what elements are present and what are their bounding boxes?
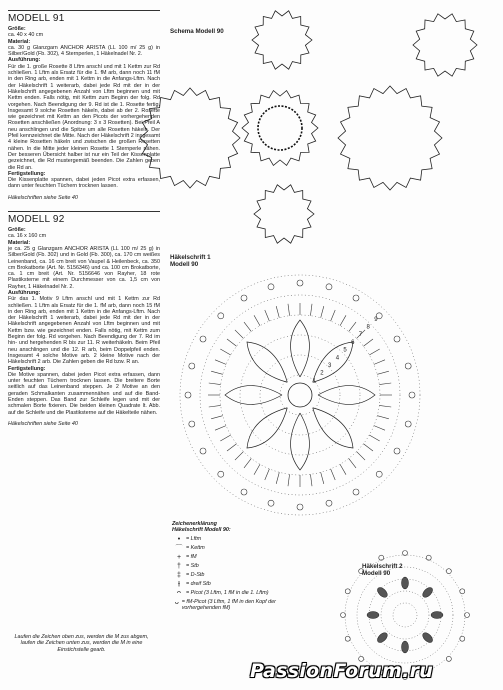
chart-1-picot <box>376 471 382 477</box>
watermark-logo: PassionForum.ru <box>250 660 434 682</box>
chart-2-cluster <box>376 586 389 599</box>
chart-1-stitch <box>235 330 243 338</box>
legend-symbol-icon: ᴗ <box>174 598 179 606</box>
legend-meaning: = Kettm <box>186 544 205 551</box>
legend-meaning: = Lftm <box>186 535 202 542</box>
chart-1-picot <box>189 421 195 427</box>
work-label: Ausführung: <box>8 57 41 64</box>
chart-1-picot <box>218 471 224 477</box>
chart-2-round <box>381 591 429 639</box>
chart-1-stitch <box>288 474 290 486</box>
chart-1-stitch <box>209 405 221 407</box>
chart-1-petal <box>247 342 287 382</box>
chart-1-picot <box>218 313 224 319</box>
chart-1-picot <box>394 448 400 454</box>
chart-2-cluster <box>421 631 434 644</box>
chart-1-petal <box>291 320 310 377</box>
schema-bottom-rosette <box>254 185 314 243</box>
size-text: ca. 16 x 160 cm <box>8 233 47 240</box>
chart-1-stitch <box>340 315 346 325</box>
chart-1-stitch <box>321 472 324 484</box>
chart-reference: Häkelschriften siehe Seite 40 <box>8 194 78 201</box>
chart-1-stitch <box>254 464 260 474</box>
round-number: 1 <box>312 378 316 385</box>
schema-corner-rosette <box>413 14 477 76</box>
chart-1-picot <box>268 500 274 506</box>
chart-1-picot <box>409 392 415 398</box>
legend-meaning: = D-Stb <box>186 571 205 578</box>
chart-1-stitch <box>357 452 365 460</box>
chart-1-picot <box>297 280 303 286</box>
legend-meaning: = fM-Picot (3 Lftm, 1 fM in den Kopf der vorhergehenden fM) <box>181 598 276 611</box>
round-number: 3 <box>328 363 332 369</box>
legend-symbol-icon: ‡ <box>177 571 181 579</box>
chart-1-picot <box>200 448 206 454</box>
chart-1-round <box>240 335 360 455</box>
schema-right-rosette <box>338 86 442 190</box>
chart-1-stitch <box>377 371 389 374</box>
chart-2-cluster <box>402 577 409 589</box>
legend-meaning: = Picot (3 Lftm, 1 fM in die 1. Lftm) <box>186 589 269 596</box>
chart-1-picot <box>185 392 191 398</box>
chart-1-stitch <box>265 310 270 321</box>
chart-1-petal <box>291 413 310 470</box>
chart-1-stitch <box>265 469 270 480</box>
chart-2-picot <box>460 589 465 594</box>
chart-1-label: Häkelschrift 1 Modell 90 <box>170 254 211 268</box>
finish-text: Die Motive spannen, dabei jeden Picot extra erfassen, dann unter feuchten Tüchern trocknen lassen. Die breitere Borte seitlich auf das Leinenband steppen. Je 2 Motive an den geraden Schmalkanten zusammennähen und auf die Band-Enden steppen. Das Band zur Schleife legen und mit der schmalen Borte fixieren. Die beiden kleinen Quadrate lt. Abb. auf die Schleife und die Plastiksterne auf die Häkelteile nähen. <box>8 371 160 416</box>
schema-inner-ring <box>258 106 302 150</box>
chart-2-picot <box>446 656 451 661</box>
chart-1-picot <box>297 504 303 510</box>
round-number: 4 <box>335 355 340 362</box>
chart-1-round <box>220 315 380 475</box>
work-text: Für das 1. Motiv 9 Lftm anschl und mit 1 Kettm zur Rd schließen. 1 Lftm als Ersatz für die 1. fM arb, dann noch 15 fM in den Ring arb, enden mit 1 Kettm in die Anfangs-Lftm. Nach der Häkelschrift 1 weiterarb, dabei jede Rd mit der in der Häkelschrift angegebenen Anzahl von Lftm beginnen und mit Kettm bzw. wie gezeichnet enden. Falls nötig, mit Kettm zum Beginn der folg. Rd vorgehen. Nach Beendigung der 7. Rd im hin- und hergehenden R bis zur 11. R weiterhäkeln. Beim Pfeil neu anschlingen und die 12. R arb, beim Doppelpfeil enden. Insgesamt 4 solche Motive arb. 2 kleine Motive nach der Häkelschrift 2 arb. Die Zahlen geben die Rd bzw. R an. <box>8 296 160 366</box>
chart-1-petal <box>313 408 353 448</box>
schema-center-rosette <box>242 91 318 166</box>
round-number: 8 <box>366 324 370 331</box>
finish-label: Fertigstellung: <box>8 170 46 177</box>
chart-1-center-ring <box>288 383 312 407</box>
chart-1-stitch <box>379 405 391 407</box>
chart-1-stitch <box>310 474 312 486</box>
chart-1-stitch <box>209 383 221 385</box>
chart-1-petal <box>312 339 355 385</box>
chart-1-picot <box>241 489 247 495</box>
chart-2-picot <box>341 613 346 618</box>
chart-2-picot <box>379 555 384 560</box>
chart-2-cluster <box>367 612 379 619</box>
chart-2-cluster <box>376 631 389 644</box>
chart-1-stitch <box>377 416 389 419</box>
chart-1-stitch <box>276 472 279 484</box>
chart-1-picot <box>189 363 195 369</box>
chart-1-stitch <box>374 360 385 365</box>
chart-1-stitch <box>363 444 373 451</box>
chart-1-stitch <box>321 306 324 318</box>
round-number: 9 <box>374 316 378 323</box>
chart-reference: Häkelschriften siehe Seite 40 <box>8 420 78 427</box>
chart-2-label: Häkelschrift 2 Modell 90 <box>362 563 403 577</box>
material-label: Material: <box>8 239 31 246</box>
chart-2-picot <box>345 589 350 594</box>
chart-1-stitch <box>349 458 356 468</box>
legend-symbol-icon: • <box>177 535 181 543</box>
chart-2-picot <box>446 569 451 574</box>
round-number: 6 <box>351 339 355 346</box>
chart-2-picot <box>426 555 431 560</box>
schema-left-rosette <box>140 88 240 188</box>
size-label: Größe: <box>8 227 26 234</box>
chart-1-picot <box>241 295 247 301</box>
material-text: je ca. 25 g Glanzgarn ANCHOR ARISTA (LL 100 m/ 25 g) in Silber/Gold (Fb. 302) und in Gold (Fb. 300), ca. 170 cm weißes Leinenband, ca. 16 cm breit von Vaupel & Heilenbeck, ca. 350 cm Brokatborte (Art. Nr. 5156346) und ca. 100 cm Brokatborte, ca. 1 cm breit (Art. Nr. 5156646 von Rayher, 18 rote Plastiksterne mit einem Durchmesser von ca. 1,5 cm von Rayher, 1 Häkelnadel Nr. 2. <box>8 245 160 290</box>
chart-1-stitch <box>244 458 251 468</box>
chart-1-stitch <box>310 304 312 316</box>
chart-1-picot <box>405 363 411 369</box>
schema-top-rosette <box>252 11 312 69</box>
chart-1-picot <box>200 336 206 342</box>
chart-1-picot <box>268 284 274 290</box>
legend-symbol-icon: ⫲ <box>177 580 181 588</box>
chart-1-picot <box>353 295 359 301</box>
chart-1-stitch <box>288 304 290 316</box>
chart-1-picot <box>326 284 332 290</box>
legend-title: Zeichenerklärung Häkelschrift Modell 90: <box>172 521 231 534</box>
chart-1-stitch <box>211 416 223 419</box>
chart-1-stitch <box>379 383 391 385</box>
material-text: ca. 30 g Glanzgarn ANCHOR ARISTA (LL 100 m/ 25 g) in Silber/Gold (Fb. 302), 4 Sternperlen, 1 Häkelnadel Nr. 2. <box>8 44 160 58</box>
model-92-title: MODELL 92 <box>8 214 65 226</box>
chart-1-stitch <box>211 371 223 374</box>
chart-1-stitch <box>215 360 226 365</box>
chart-1-picot <box>326 500 332 506</box>
chart-1-stitch <box>331 310 336 321</box>
chart-1-stitch <box>369 349 379 355</box>
chart-2-round <box>393 603 417 627</box>
round-number: 2 <box>320 370 324 377</box>
legend-meaning: = Stb <box>186 562 199 569</box>
legend-symbol-icon: ᴖ <box>177 589 181 597</box>
finish-text: Die Kissenplatte spannen, dabei jeden Picot extra erfassen, dann unter feuchten Tüchern trocknen lassen. <box>8 177 160 190</box>
chart-1-stitch <box>374 426 385 431</box>
chart-1-stitch <box>227 339 237 346</box>
chart-2-cluster <box>402 641 409 653</box>
chart-1-stitch <box>227 444 237 451</box>
work-text: Für die 1. große Rosette 8 Lftm anschl und mit 1 Kettm zur Rd schließen. 1 Lftm als Ersatz für die 1. fM arb, dann noch 11 fM in den Ring arb, enden mit 1 Kettm in die Anfangs-Lftm. Nach der Häkelschrift 1 weiterarb, dabei jede Rd mit der in der Häkelschrift angegebenen Anzahl von Lftm beginnen und mit Kettm enden. Falls nötig, mit Kettm zum Beginn der folg. Rd vorgehen. Nach Beendigung der 9. Rd ist die 1. Rosette fertig. Insgesamt 9 solche Rosetten häkeln, dabei ab der 2. Rosette wie gezeichnet mit Kettm an den Picots der vorhergehenden Rosetten anschließen (Anordnung: 3 x 3 Rosetten). Bei Pfeil A neu anschlingen und die Spitze um alle Rosetten häkeln. Der Pfeil kennzeichnet die Mitte. Nach der Häkelschrift 2 insgesamt 4 kleine Rosetten häkeln und zwischen die großen Rosetten nähen. In die Mitte jeder kleinen Rosette 1 Sternperle nähen. Der besseren Übersicht halber ist nur ein Teil der Kissenplatte gezeichnet, die Rd mustergemäß beenden. Die Zahlen geben die Rd an. <box>8 63 160 171</box>
chart-1-petal <box>318 386 375 405</box>
chart-1-stitch <box>363 339 373 346</box>
size-label: Größe: <box>8 26 26 32</box>
chart-2-picot <box>345 636 350 641</box>
symbol-footnote: Laufen die Zeichen oben zus, werden die M zus abgem, laufen die Zeichen unten zus, werden die M in eine Einstichstelle gearb. <box>14 634 149 653</box>
material-label: Material: <box>8 38 31 45</box>
chart-1-round <box>200 295 400 495</box>
chart-1-stitch <box>235 452 243 460</box>
legend-meaning: = dreif Stb <box>186 580 211 587</box>
chart-1-stitch <box>254 315 260 325</box>
chart-1-stitch <box>349 322 356 332</box>
chart-2-picot <box>359 569 364 574</box>
legend-symbol-icon: ⌒ <box>175 544 183 552</box>
legend-symbol-icon: † <box>177 562 181 570</box>
legend-symbol-icon: + <box>176 553 182 561</box>
chart-1-picot <box>405 421 411 427</box>
chart-1-stitch <box>276 306 279 318</box>
chart-1-stitch <box>340 464 346 474</box>
chart-1-stitch <box>215 426 226 431</box>
chart-2-cluster <box>421 586 434 599</box>
chart-1-stitch <box>220 349 230 355</box>
finish-label: Fertigstellung: <box>8 365 46 372</box>
round-number: 7 <box>358 332 363 339</box>
chart-1-stitch <box>244 322 251 332</box>
legend-meaning: = fM <box>186 553 197 560</box>
work-label: Ausführung: <box>8 289 41 296</box>
chart-1-petal <box>247 408 287 448</box>
chart-1-petal <box>225 386 282 405</box>
round-number: 5 <box>343 347 347 354</box>
chart-2-picot <box>403 551 408 556</box>
chart-1-stitch <box>220 435 230 441</box>
model-91-title: MODELL 91 <box>8 13 65 24</box>
schema-label: Schema Modell 90 <box>170 28 224 35</box>
size-text: ca. 40 x 40 cm <box>8 32 44 39</box>
chart-1-stitch <box>331 469 336 480</box>
chart-2-cluster <box>431 612 443 619</box>
chart-2-picot <box>460 636 465 641</box>
chart-1-picot <box>353 489 359 495</box>
chart-1-picot <box>394 336 400 342</box>
chart-1-stitch <box>369 435 379 441</box>
